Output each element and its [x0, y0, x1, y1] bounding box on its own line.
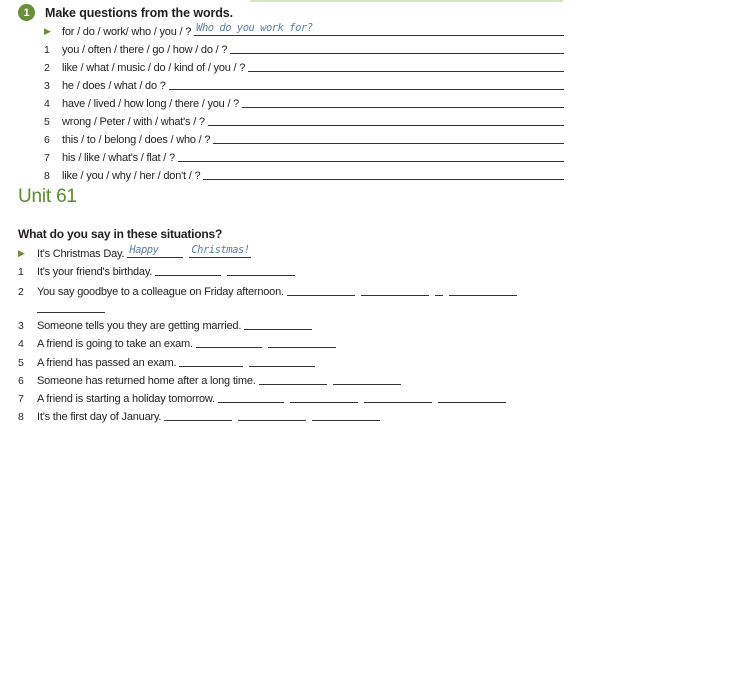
question-words: he / does / what / do ? [62, 80, 166, 92]
answer-line[interactable] [242, 93, 564, 108]
answer-blank[interactable] [259, 370, 327, 385]
question-4 [44, 93, 564, 110]
question-number: 5 [44, 116, 50, 128]
answer-blank[interactable] [127, 243, 183, 258]
answer-blank[interactable] [449, 281, 517, 296]
answer-blank[interactable] [218, 388, 284, 403]
example-arrow-icon: ▶ [44, 26, 51, 36]
question-8 [44, 165, 564, 182]
answer-blanks [259, 370, 407, 387]
question-words: his / like / what's / flat / ? [62, 152, 175, 164]
answer-blank[interactable] [189, 243, 251, 258]
answer-blank[interactable] [227, 261, 295, 276]
answer-blank[interactable] [361, 281, 429, 296]
answer-line[interactable] [230, 39, 564, 54]
answer-blanks [164, 406, 386, 423]
situation-number: 1 [18, 266, 24, 278]
situation-number: 5 [18, 357, 24, 369]
question-words: like / what / music / do / kind of / you / ? [62, 62, 246, 74]
question-number: 7 [44, 152, 50, 164]
exercise-heading [18, 4, 233, 21]
answer-line[interactable] [178, 147, 564, 162]
situations-heading: What do you say in these situations? [18, 227, 223, 241]
situation-8 [18, 406, 386, 423]
question-number: 1 [44, 44, 50, 56]
answer-blank[interactable] [290, 388, 358, 403]
question-words: have / lived / how long / there / you / ? [62, 98, 240, 110]
situation-text: Someone has returned home after a long time. [37, 375, 256, 387]
handwritten-answer: Happy [129, 244, 159, 256]
answer-blanks [244, 315, 318, 332]
question-6 [44, 129, 564, 146]
unit-title: Unit 61 [18, 186, 77, 207]
situation-text: You say goodbye to a colleague on Friday afternoon. [37, 286, 284, 298]
question-7 [44, 147, 564, 164]
answer-line[interactable] [169, 75, 564, 90]
question-number: 6 [44, 134, 50, 146]
situation-text: It's Christmas Day. [37, 248, 125, 260]
question-words: you / often / there / go / how / do / ? [62, 44, 228, 56]
answer-blank[interactable] [312, 406, 380, 421]
situation-text: Someone tells you they are getting married. [37, 320, 242, 332]
answer-blanks [179, 352, 321, 369]
situation-text: A friend is starting a holiday tomorrow. [37, 393, 215, 405]
situation-5 [18, 352, 321, 369]
situation-number: 2 [18, 286, 24, 298]
question-5 [44, 111, 564, 128]
question-number: 8 [44, 170, 50, 182]
question-words: this / to / belong / does / who / ? [62, 134, 211, 146]
answer-blank[interactable] [287, 281, 355, 296]
situation-3 [18, 315, 318, 332]
answer-blank[interactable] [196, 333, 262, 348]
answer-blank[interactable] [179, 352, 243, 367]
question-words: for / do / work/ who / you / ? [62, 26, 192, 38]
question-number: 2 [44, 62, 50, 74]
handwritten-answer: Who do you work for? [196, 22, 313, 34]
answer-blank[interactable] [155, 261, 221, 276]
question-3 [44, 75, 564, 92]
top-rule [250, 0, 563, 2]
answer-blank[interactable] [268, 333, 336, 348]
answer-blank[interactable] [333, 370, 401, 385]
exercise-number-badge: 1 [18, 4, 35, 21]
answer-blanks [218, 388, 512, 405]
answer-blank[interactable] [249, 352, 315, 367]
answer-blank[interactable] [244, 315, 312, 330]
situation-4 [18, 333, 342, 350]
question-words: like / you / why / her / don't / ? [62, 170, 201, 182]
situation-number: 8 [18, 411, 24, 423]
handwritten-answer: Christmas! [191, 244, 250, 256]
situation-1 [18, 261, 301, 278]
answer-line[interactable] [248, 57, 564, 72]
answer-blanks [155, 261, 301, 278]
answer-blank[interactable] [364, 388, 432, 403]
answer-blank[interactable] [435, 281, 443, 296]
situation-text: It's your friend's birthday. [37, 266, 153, 278]
answer-line[interactable] [213, 129, 564, 144]
answer-blank-continued[interactable] [37, 312, 105, 313]
situation-text: A friend is going to take an exam. [37, 338, 193, 350]
question-number: 4 [44, 98, 50, 110]
situation-6 [18, 370, 407, 387]
answer-line[interactable] [194, 21, 564, 36]
question-1 [44, 39, 564, 56]
situation-number: 7 [18, 393, 24, 405]
answer-blank[interactable] [164, 406, 232, 421]
situation-example [18, 243, 257, 260]
answer-line[interactable] [203, 165, 564, 180]
situation-text: It's the first day of January. [37, 411, 162, 423]
question-number: 3 [44, 80, 50, 92]
situation-number: 3 [18, 320, 24, 332]
answer-blank[interactable] [438, 388, 506, 403]
answer-blank[interactable] [238, 406, 306, 421]
question-words: wrong / Peter / with / what's / ? [62, 116, 205, 128]
situation-number: 6 [18, 375, 24, 387]
exercise-title: Make questions from the words. [45, 5, 234, 20]
answer-blanks [287, 281, 523, 298]
situation-2 [18, 281, 523, 298]
answer-blanks [127, 243, 257, 260]
question-example [44, 21, 564, 38]
answer-line[interactable] [208, 111, 564, 126]
situation-text: A friend has passed an exam. [37, 357, 177, 369]
answer-blanks [196, 333, 342, 350]
example-arrow-icon: ▶ [18, 248, 25, 258]
situation-7 [18, 388, 512, 405]
situation-number: 4 [18, 338, 24, 350]
question-2 [44, 57, 564, 74]
